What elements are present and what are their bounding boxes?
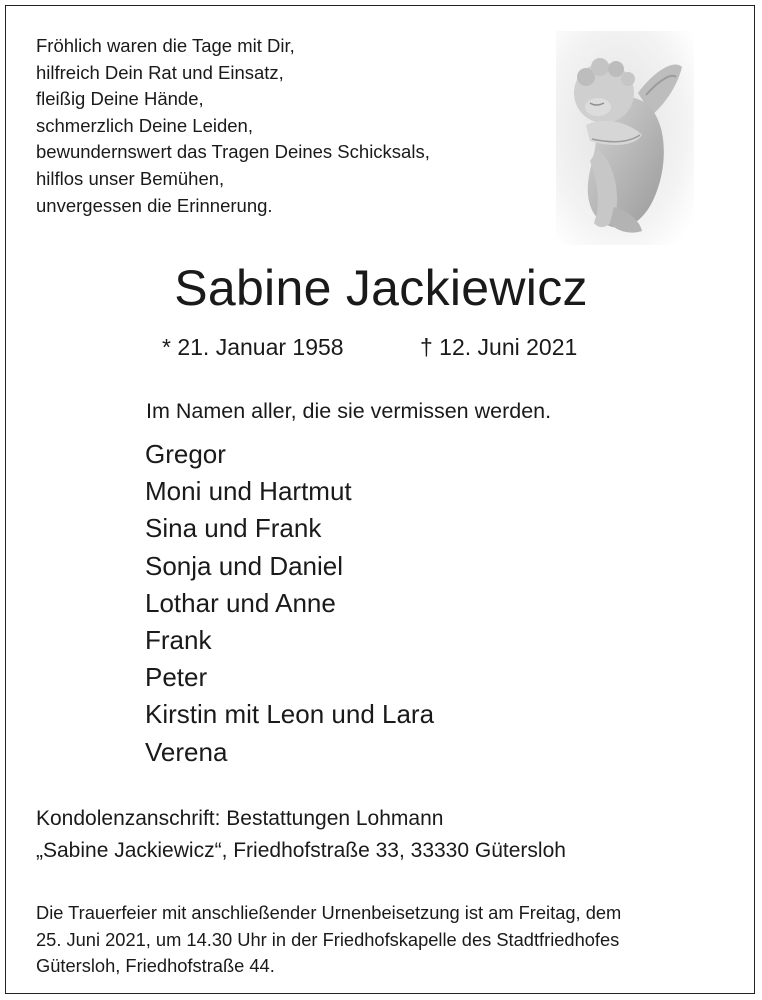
ceremony-line: Die Trauerfeier mit anschließender Urnenbeisetzung ist am Freitag, dem [36, 902, 622, 923]
birth-date: * 21. Januar 1958 [162, 334, 344, 360]
mourner-name: Lothar und Anne [145, 587, 336, 618]
angel-figurine-icon [556, 31, 694, 245]
poem-line: hilflos unser Bemühen, [36, 167, 225, 189]
mourner-name: Gregor [145, 439, 226, 469]
mourner-name: Frank [145, 625, 212, 656]
mourner-name: Sina und Frank [145, 513, 322, 544]
ceremony-line: Gütersloh, Friedhofstraße 44. [36, 955, 275, 977]
poem-line: fleißig Deine Hände, [36, 88, 204, 110]
mourner-name: Moni und Hartmut [145, 476, 352, 507]
deceased-name: Sabine Jackiewicz [174, 260, 588, 316]
mourner-name: Sonja und Daniel [145, 550, 344, 581]
poem-line: Fröhlich waren die Tage mit Dir, [36, 35, 295, 56]
condolence-address [36, 803, 566, 867]
poem-line: hilfreich Dein Rat und Einsatz, [36, 61, 284, 83]
mourners-intro: Im Namen aller, die sie vermissen werden. [146, 399, 552, 423]
condolence-line: Kondolenzanschrift: Bestattungen Lohmann [36, 807, 444, 830]
poem [36, 33, 430, 219]
poem-line: schmerzlich Deine Leiden, [36, 114, 253, 136]
mourner-name: Kirstin mit Leon und Lara [145, 699, 435, 730]
condolence-line: „Sabine Jackiewicz“, Friedhofstraße 33, 33330 Gütersloh [36, 839, 566, 862]
mourners-list [145, 436, 434, 771]
death-date: † 12. Juni 2021 [420, 334, 578, 360]
ceremony-line: 25. Juni 2021, um 14.30 Uhr in der Friedhofskapelle des Stadtfriedhofes [36, 928, 620, 950]
poem-line: bewundernswert das Tragen Deines Schicksals, [36, 141, 430, 163]
ceremony-notice [36, 900, 621, 980]
mourner-name: Peter [145, 662, 208, 693]
mourner-name: Verena [145, 736, 228, 767]
poem-line: unvergessen die Erinnerung. [36, 194, 273, 216]
